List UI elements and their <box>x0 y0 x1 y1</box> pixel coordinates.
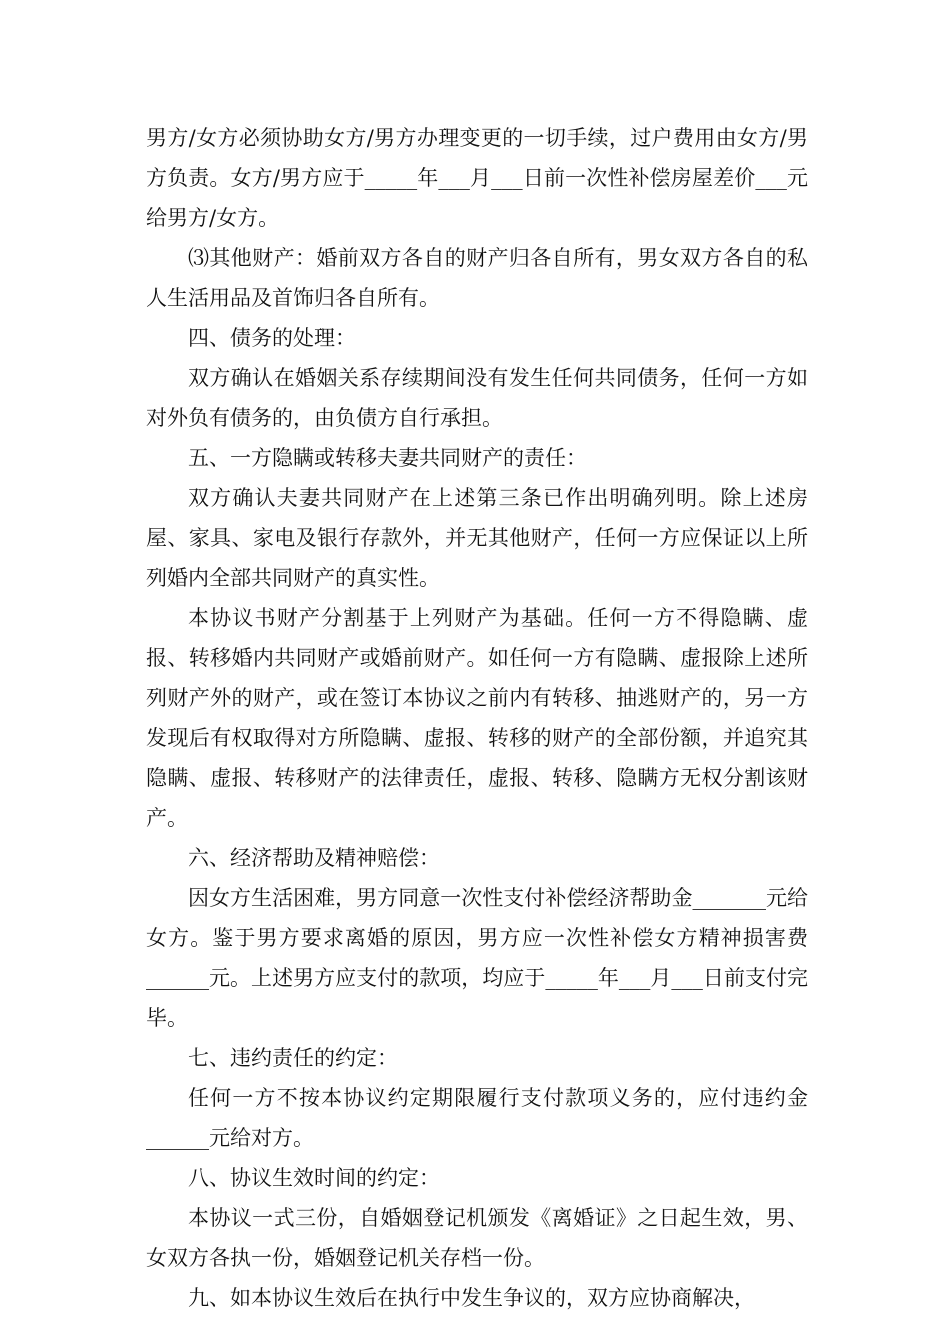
paragraph-breach: 任何一方不按本协议约定期限履行支付款项义务的，应付违约金______元给对方。 <box>146 1086 808 1150</box>
paragraph-joint-property-confirm: 双方确认夫妻共同财产在上述第三条已作出明确列明。除上述房屋、家具、家电及银行存款外，并无其他财产，任何一方应保证以上所列婚内全部共同财产的真实性。 <box>146 486 808 590</box>
heading-debt-handling: 四、债务的处理： <box>188 326 356 350</box>
paragraph-effective: 本协议一式三份，自婚姻登记机颁发《离婚证》之日起生效，男、女双方各执一份，婚姻登记机关存档一份。 <box>146 1206 808 1270</box>
paragraph-debt: 双方确认在婚姻关系存续期间没有发生任何共同债务，任何一方如对外负有债务的，由负债方自行承担。 <box>146 366 808 430</box>
paragraph-house-transfer: 男方/女方必须协助女方/男方办理变更的一切手续，过户费用由女方/男方负责。女方/男方应于_____年___月___日前一次性补偿房屋差价___元给男方/女方。 <box>146 126 808 230</box>
paragraph-other-property: ⑶其他财产：婚前双方各自的财产归各自所有，男女双方各自的私人生活用品及首饰归各自所有。 <box>146 246 808 310</box>
document-body <box>146 118 808 1318</box>
heading-effective-time: 八、协议生效时间的约定： <box>188 1166 440 1190</box>
heading-breach-liability: 七、违约责任的约定： <box>188 1046 398 1070</box>
paragraph-economic-help: 因女方生活困难，男方同意一次性支付补偿经济帮助金_______元给女方。鉴于男方要求离婚的原因，男方应一次性补偿女方精神损害费______元。上述男方应支付的款项，均应于_____年___月___日前支付完毕。 <box>146 886 808 1030</box>
heading-economic-help: 六、经济帮助及精神赔偿： <box>188 846 440 870</box>
heading-concealment-liability: 五、一方隐瞒或转移夫妻共同财产的责任： <box>188 446 587 470</box>
paragraph-dispute: 九、如本协议生效后在执行中发生争议的，双方应协商解决， <box>188 1286 755 1310</box>
paragraph-property-division-basis: 本协议书财产分割基于上列财产为基础。任何一方不得隐瞒、虚报、转移婚内共同财产或婚前财产。如任何一方有隐瞒、虚报除上述所列财产外的财产，或在签订本协议之前内有转移、抽逃财产的，另一方发现后有权取得对方所隐瞒、虚报、转移的财产的全部份额，并追究其隐瞒、虚报、转移财产的法律责任，虚报、转移、隐瞒方无权分割该财产。 <box>146 606 808 830</box>
